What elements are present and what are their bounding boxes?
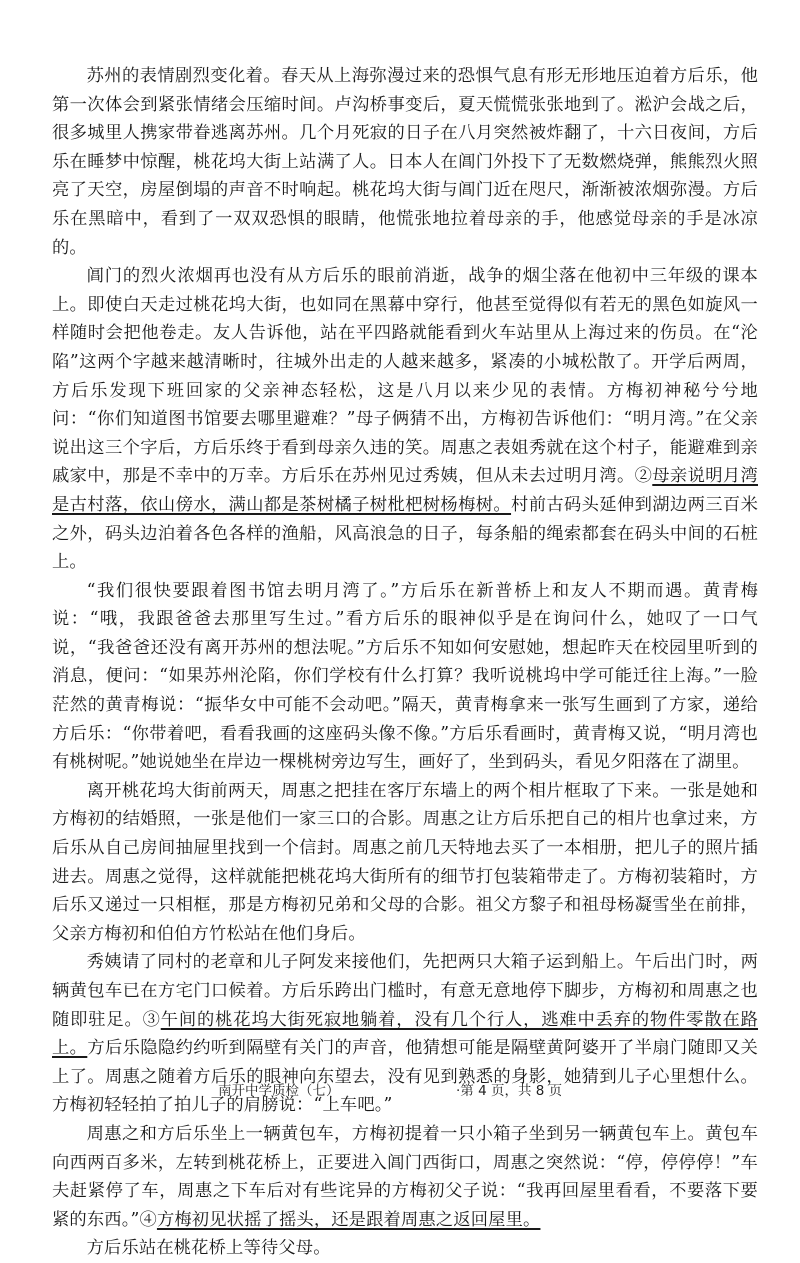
document-body (52, 62, 758, 1263)
underlined-sentence: 方梅初见状摇了摇头，还是跟着周惠之返回屋里。 (156, 1209, 541, 1230)
paragraph-5 (52, 948, 758, 1120)
text-segment: 离开桃花坞大街前两天，周惠之把挂在客厅东墙上的两个相片框取了下来。一张是她和方梅初的结婚照，一张是他们一家三口的合影。周惠之让方后乐把自己的相片也拿过来，方后乐从自己房间抽屉里找到一个信封。周惠之前几天特地去买了一本相册，把儿子的照片插进去。周惠之觉得，这样就能把桃花坞大街所有的细节打包装箱带走了。方梅初装箱时，方后乐又递过一只相框，那是方梅初兄弟和父母的合影。祖父方黎子和祖母杨凝雪坐在前排，父亲方梅初和伯伯方竹松站在他们身后。 (52, 780, 758, 944)
page-number: ·第 4 页，共 8 页 (456, 1083, 563, 1099)
paragraph-2 (52, 262, 758, 577)
text-segment: 方后乐隐隐约约听到隔壁有关门的声音，他猜想可能是隔壁黄阿婆开了半扇门随即又关上了。周惠之随着方后乐的眼神向东望去，没有见到熟悉的身影，她猜到儿子心里想什么。方梅初轻轻拍了拍儿子的肩膀说：“上车吧。” (52, 1038, 758, 1116)
text-segment: 村前古码头延伸到湖边两三百米之外，码头边泊着各色各样的渔船，风高浪急的日子，每条船的绳索都套在码头中间的石桩上。 (52, 494, 758, 573)
text-segment: 方后乐站在桃花桥上等待父母。 (86, 1238, 331, 1259)
text-segment: 秀姨请了同村的老章和儿子阿发来接他们，先把两只大箱子运到船上。午后出门时，两辆黄包车已在方宅门口候着。方后乐跨出门槛时，有意无意地停下脚步，方梅初和周惠之也随即驻足。③ (52, 952, 758, 1030)
underlined-sentence: 午间的桃花坞大街死寂地躺着，没有几个行人，逃难中丢弃的物件零散在路上。 (52, 1009, 759, 1059)
exam-title: 南开中学质检（七） (218, 1083, 340, 1099)
paragraph-4 (52, 777, 758, 949)
paragraph-1 (52, 62, 758, 262)
text-segment: 苏州的表情剧烈变化着。春天从上海弥漫过来的恐惧气息有形无形地压迫着方后乐，他第一次体会到紧张情绪会压缩时间。卢沟桥事变后，夏天慌慌张张地到了。淞沪会战之后，很多城里人携家带眷逃离苏州。几个月死寂的日子在八月突然被炸翻了，十六日夜间，方后乐在睡梦中惊醒，桃花坞大街上站满了人。日本人在阊门外投下了无数燃烧弹，熊熊烈火照亮了天空，房屋倒塌的声音不时响起。桃花坞大街与阊门近在咫尺，渐渐被浓烟弥漫。方后乐在黑暗中，看到了一双双恐惧的眼睛，他慌张地拉着母亲的手，他感觉母亲的手是冰凉的。 (52, 66, 758, 258)
text-segment: “我们很快要跟着图书馆去明月湾了。”方后乐在新普桥上和友人不期而遇。黄青梅说：“哦，我跟爸爸去那里写生过。”看方后乐的眼神似乎是在询问什么，她叹了一口气说，“我爸爸还没有离开苏州的想法呢。”方后乐不知如何安慰她，想起昨天在校园里听到的消息，便问：“如果苏州沦陷，你们学校有什么打算？我听说桃坞中学可能迁往上海。”一脸茫然的黄青梅说：“振华女中可能不会动吧。”隔天，黄青梅拿来一张写生画到了方家，递给方后乐：“你带着吧，看看我画的这座码头像不像。”方后乐看画时，黄青梅又说，“明月湾也有桃树呢。”她说她坐在岸边一棵桃树旁边写生，画好了，坐到码头，看见夕阳落在了湖里。 (52, 580, 758, 773)
paragraph-7 (52, 1234, 758, 1263)
paragraph-3 (52, 577, 758, 777)
text-segment: 周惠之和方后乐坐上一辆黄包车，方梅初提着一只小箱子坐到另一辆黄包车上。黄包车向西两百多米，左转到桃花桥上，正要进入阊门西街口，周惠之突然说：“停，停停停！”车夫赶紧停了车，周惠之下车后对有些诧异的方梅初父子说：“我再回屋里看看，不要落下要紧的东西。”④ (52, 1123, 758, 1230)
paragraph-6 (52, 1120, 758, 1234)
underlined-sentence: 母亲说明月湾是古村落，依山傍水，满山都是茶树橘子树枇杷树杨梅树。 (52, 466, 758, 515)
text-segment: 阊门的烈火浓烟再也没有从方后乐的眼前消逝，战争的烟尘落在他初中三年级的课本上。即使白天走过桃花坞大街，也如同在黑幕中穿行，他甚至觉得似有若无的黑色如旋风一样随时会把他卷走。友人告诉他，站在平四路就能看到火车站里从上海过来的伤员。在“沦陷”这两个字越来越清晰时，往城外出走的人越来越多，紧凑的小城松散了。开学后两周，方后乐发现下班回家的父亲神态轻松，这是八月以来少见的表情。方梅初神秘兮兮地问：“你们知道图书馆要去哪里避难？”母子俩猜不出，方梅初告诉他们：“明月湾。”在父亲说出这三个字后，方后乐终于看到母亲久违的笑。周惠之表姐秀就在这个村子，能避难到亲戚家中，那是不幸中的万幸。方后乐在苏州见过秀姨，但从未去过明月湾。② (52, 266, 758, 487)
